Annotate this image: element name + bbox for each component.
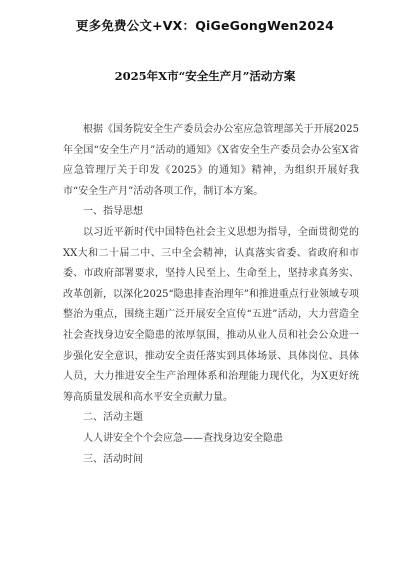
section-1-paragraph: 以习近平新时代中国特色社会主义思想为指导，全面贯彻党的XX大和二十届二中、三中全会精神，认真落实省委、省政府和市委、市政府部署要求，坚持人民至上、生命至上，坚持求真务实、改革创新，以深化2025“隐患排查治理年”和推进重点行业领域专项整治为重点，围绕主题广泛开展安全宣传“五进”活动，大力营造全社会查找身边安全隐患的浓厚氛围，推动从业人员和社会公众进一步强化安全意识，推动安全责任落实到具体场景、具体岗位、具体人员，大力推进安全生产治理体系和治理能力现代化，为X更好统筹高质量发展和高水平安全贡献力量。: [63, 226, 359, 403]
intro-paragraph: 根据《国务院安全生产委员会办公室应急管理部关于开展2025年全国“安全生产月”活动的通知》《X省安全生产委员会办公室X省应急管理厅关于印发《2025》的通知》精神，为组织开展好我市“安全生产月”活动各项工作，制订本方案。: [63, 124, 359, 197]
section-1-heading: 一、指导思想: [83, 206, 143, 218]
watermark-banner: 更多免费公文+VX：QiGeGongWen2024: [75, 18, 335, 33]
section-3-heading: 三、活动时间: [83, 453, 143, 465]
document-body: [63, 120, 359, 470]
section-2-paragraph: 人人讲安全个个会应急——查找身边安全隐患: [83, 432, 283, 444]
section-2-heading: 二、活动主题: [83, 412, 143, 424]
page-title: 2025年X市“安全生产月”活动方案: [114, 69, 296, 83]
